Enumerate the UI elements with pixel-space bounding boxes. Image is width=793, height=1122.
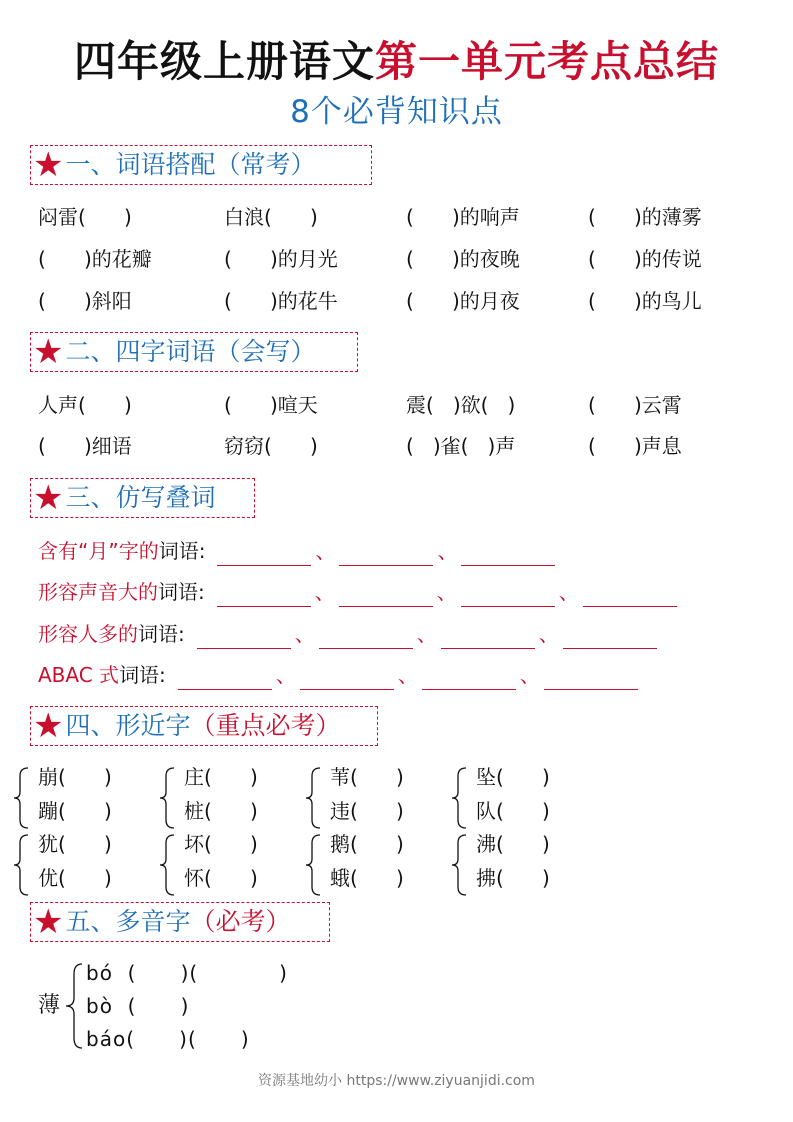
answer-blank[interactable]	[544, 667, 638, 690]
similar-char-item[interactable]: 苇( )	[330, 765, 404, 789]
title-part-red: 第一单元考点总结	[375, 37, 720, 86]
separator: 、	[314, 580, 335, 604]
brace-icon	[158, 766, 176, 830]
fill-label-red: 形容声音大的	[38, 580, 158, 604]
similar-char-item[interactable]: 桩( )	[184, 799, 258, 823]
answer-blank[interactable]	[217, 584, 311, 607]
similar-char-item[interactable]: 队( )	[476, 799, 550, 823]
section-header-reduplication	[30, 478, 255, 518]
section-title: 四、形近字	[65, 711, 191, 740]
similar-char-item[interactable]: 拂( )	[476, 866, 550, 890]
section-note: （重点必考）	[190, 711, 341, 740]
brace-icon	[12, 766, 30, 830]
collocation-item[interactable]: ( )的薄雾	[588, 205, 702, 229]
section-header-similar-chars	[30, 706, 378, 746]
section-header-idioms	[30, 332, 358, 372]
section-title: 五、多音字	[65, 907, 191, 936]
collocation-item[interactable]: ( )的鸟儿	[588, 289, 702, 313]
answer-blank[interactable]	[461, 543, 555, 566]
brace-icon	[64, 962, 84, 1050]
answer-blank[interactable]	[422, 667, 516, 690]
collocation-item[interactable]: 白浪( )	[224, 205, 318, 229]
collocation-row	[38, 244, 768, 274]
star-icon: ★	[33, 706, 64, 746]
star-icon: ★	[33, 145, 64, 185]
answer-blank[interactable]	[217, 543, 311, 566]
answer-blank[interactable]	[197, 626, 291, 649]
polyphone-reading-1: bó ( )( )	[86, 961, 288, 985]
section-note: （会写）	[215, 337, 316, 366]
separator: 、	[558, 580, 579, 604]
fill-label-red: ABAC 式	[38, 663, 120, 687]
separator: 、	[275, 663, 296, 687]
polyphone-reading-2: bò ( )	[86, 994, 190, 1018]
collocation-item[interactable]: ( )的花牛	[224, 289, 338, 313]
fill-label-red: 形容人多的	[38, 622, 138, 646]
idiom-item[interactable]: 震( )欲( )	[406, 393, 516, 417]
footer-watermark: 资源基地幼小 https://www.ziyuanjidi.com	[258, 1073, 535, 1089]
fill-label-red: 含有“月”字的	[38, 539, 159, 563]
idiom-item[interactable]: 窃窃( )	[224, 434, 318, 458]
section-note: （必考）	[190, 907, 291, 936]
answer-blank[interactable]	[563, 626, 657, 649]
answer-blank[interactable]	[461, 584, 555, 607]
brace-icon	[158, 833, 176, 897]
section-header-polyphone	[30, 902, 330, 942]
star-icon: ★	[33, 332, 64, 372]
answer-blank[interactable]	[339, 584, 433, 607]
section-header-collocation	[30, 145, 372, 185]
fill-label: 词语:	[158, 580, 205, 604]
answer-blank[interactable]	[300, 667, 394, 690]
answer-blank[interactable]	[178, 667, 272, 690]
fill-label: 词语:	[138, 622, 185, 646]
collocation-row	[38, 202, 768, 232]
brace-icon	[450, 833, 468, 897]
similar-char-item[interactable]: 坠( )	[476, 765, 550, 789]
separator: 、	[436, 580, 457, 604]
idiom-item[interactable]: ( )细语	[38, 434, 132, 458]
separator: 、	[437, 539, 458, 563]
similar-char-item[interactable]: 违( )	[330, 799, 404, 823]
collocation-item[interactable]: ( )的传说	[588, 247, 702, 271]
separator: 、	[416, 622, 437, 646]
idiom-item[interactable]: ( )雀( )声	[406, 434, 516, 458]
similar-char-item[interactable]: 鹅( )	[330, 832, 404, 856]
fill-row	[38, 577, 679, 607]
collocation-item[interactable]: 闷雷( )	[38, 205, 132, 229]
separator: 、	[294, 622, 315, 646]
collocation-item[interactable]: ( )的响声	[406, 205, 520, 229]
fill-row	[38, 536, 557, 566]
separator: 、	[315, 539, 336, 563]
fill-row	[38, 619, 659, 649]
fill-label: 词语:	[158, 539, 206, 563]
brace-icon	[304, 833, 322, 897]
title-part-black: 四年级上册语文	[73, 37, 375, 86]
brace-icon	[450, 766, 468, 830]
brace-icon	[12, 833, 30, 897]
fill-row	[38, 660, 640, 690]
similar-char-item[interactable]: 坏( )	[184, 832, 258, 856]
collocation-item[interactable]: ( )的夜晚	[406, 247, 520, 271]
section-title: 三、仿写叠词	[65, 483, 216, 512]
star-icon: ★	[33, 478, 64, 518]
idiom-row	[38, 431, 768, 461]
page-subtitle: 8个必背知识点	[290, 94, 503, 130]
separator: 、	[538, 622, 559, 646]
section-title: 一、词语搭配	[65, 150, 216, 179]
brace-icon	[304, 766, 322, 830]
similar-char-item[interactable]: 蛾( )	[330, 866, 404, 890]
collocation-item[interactable]: ( )的月夜	[406, 289, 520, 313]
similar-char-item[interactable]: 崩( )	[38, 765, 112, 789]
answer-blank[interactable]	[583, 584, 677, 607]
idiom-row	[38, 390, 768, 420]
section-note: （常考）	[215, 150, 316, 179]
similar-char-item[interactable]: 庄( )	[184, 765, 258, 789]
polyphone-reading-3: báo( )( )	[86, 1027, 250, 1051]
similar-char-item[interactable]: 怀( )	[184, 866, 258, 890]
collocation-item[interactable]: ( )斜阳	[38, 289, 132, 313]
similar-char-item[interactable]: 蹦( )	[38, 799, 112, 823]
answer-blank[interactable]	[319, 626, 413, 649]
polyphone-char: 薄	[38, 993, 61, 1018]
similar-char-item[interactable]: 沸( )	[476, 832, 550, 856]
collocation-item[interactable]: ( )的花瓣	[38, 247, 152, 271]
page-title	[0, 36, 793, 88]
star-icon: ★	[33, 902, 64, 942]
collocation-item[interactable]: ( )的月光	[224, 247, 338, 271]
answer-blank[interactable]	[339, 543, 433, 566]
idiom-item[interactable]: 人声( )	[38, 393, 132, 417]
idiom-item[interactable]: ( )喧天	[224, 393, 318, 417]
section-title: 二、四字词语	[65, 337, 216, 366]
similar-char-item[interactable]: 优( )	[38, 866, 112, 890]
idiom-item[interactable]: ( )声息	[588, 434, 682, 458]
separator: 、	[519, 663, 540, 687]
separator: 、	[397, 663, 418, 687]
similar-char-item[interactable]: 犹( )	[38, 832, 112, 856]
fill-label: 词语:	[119, 663, 166, 687]
collocation-row	[38, 286, 768, 316]
answer-blank[interactable]	[441, 626, 535, 649]
idiom-item[interactable]: ( )云霄	[588, 393, 682, 417]
